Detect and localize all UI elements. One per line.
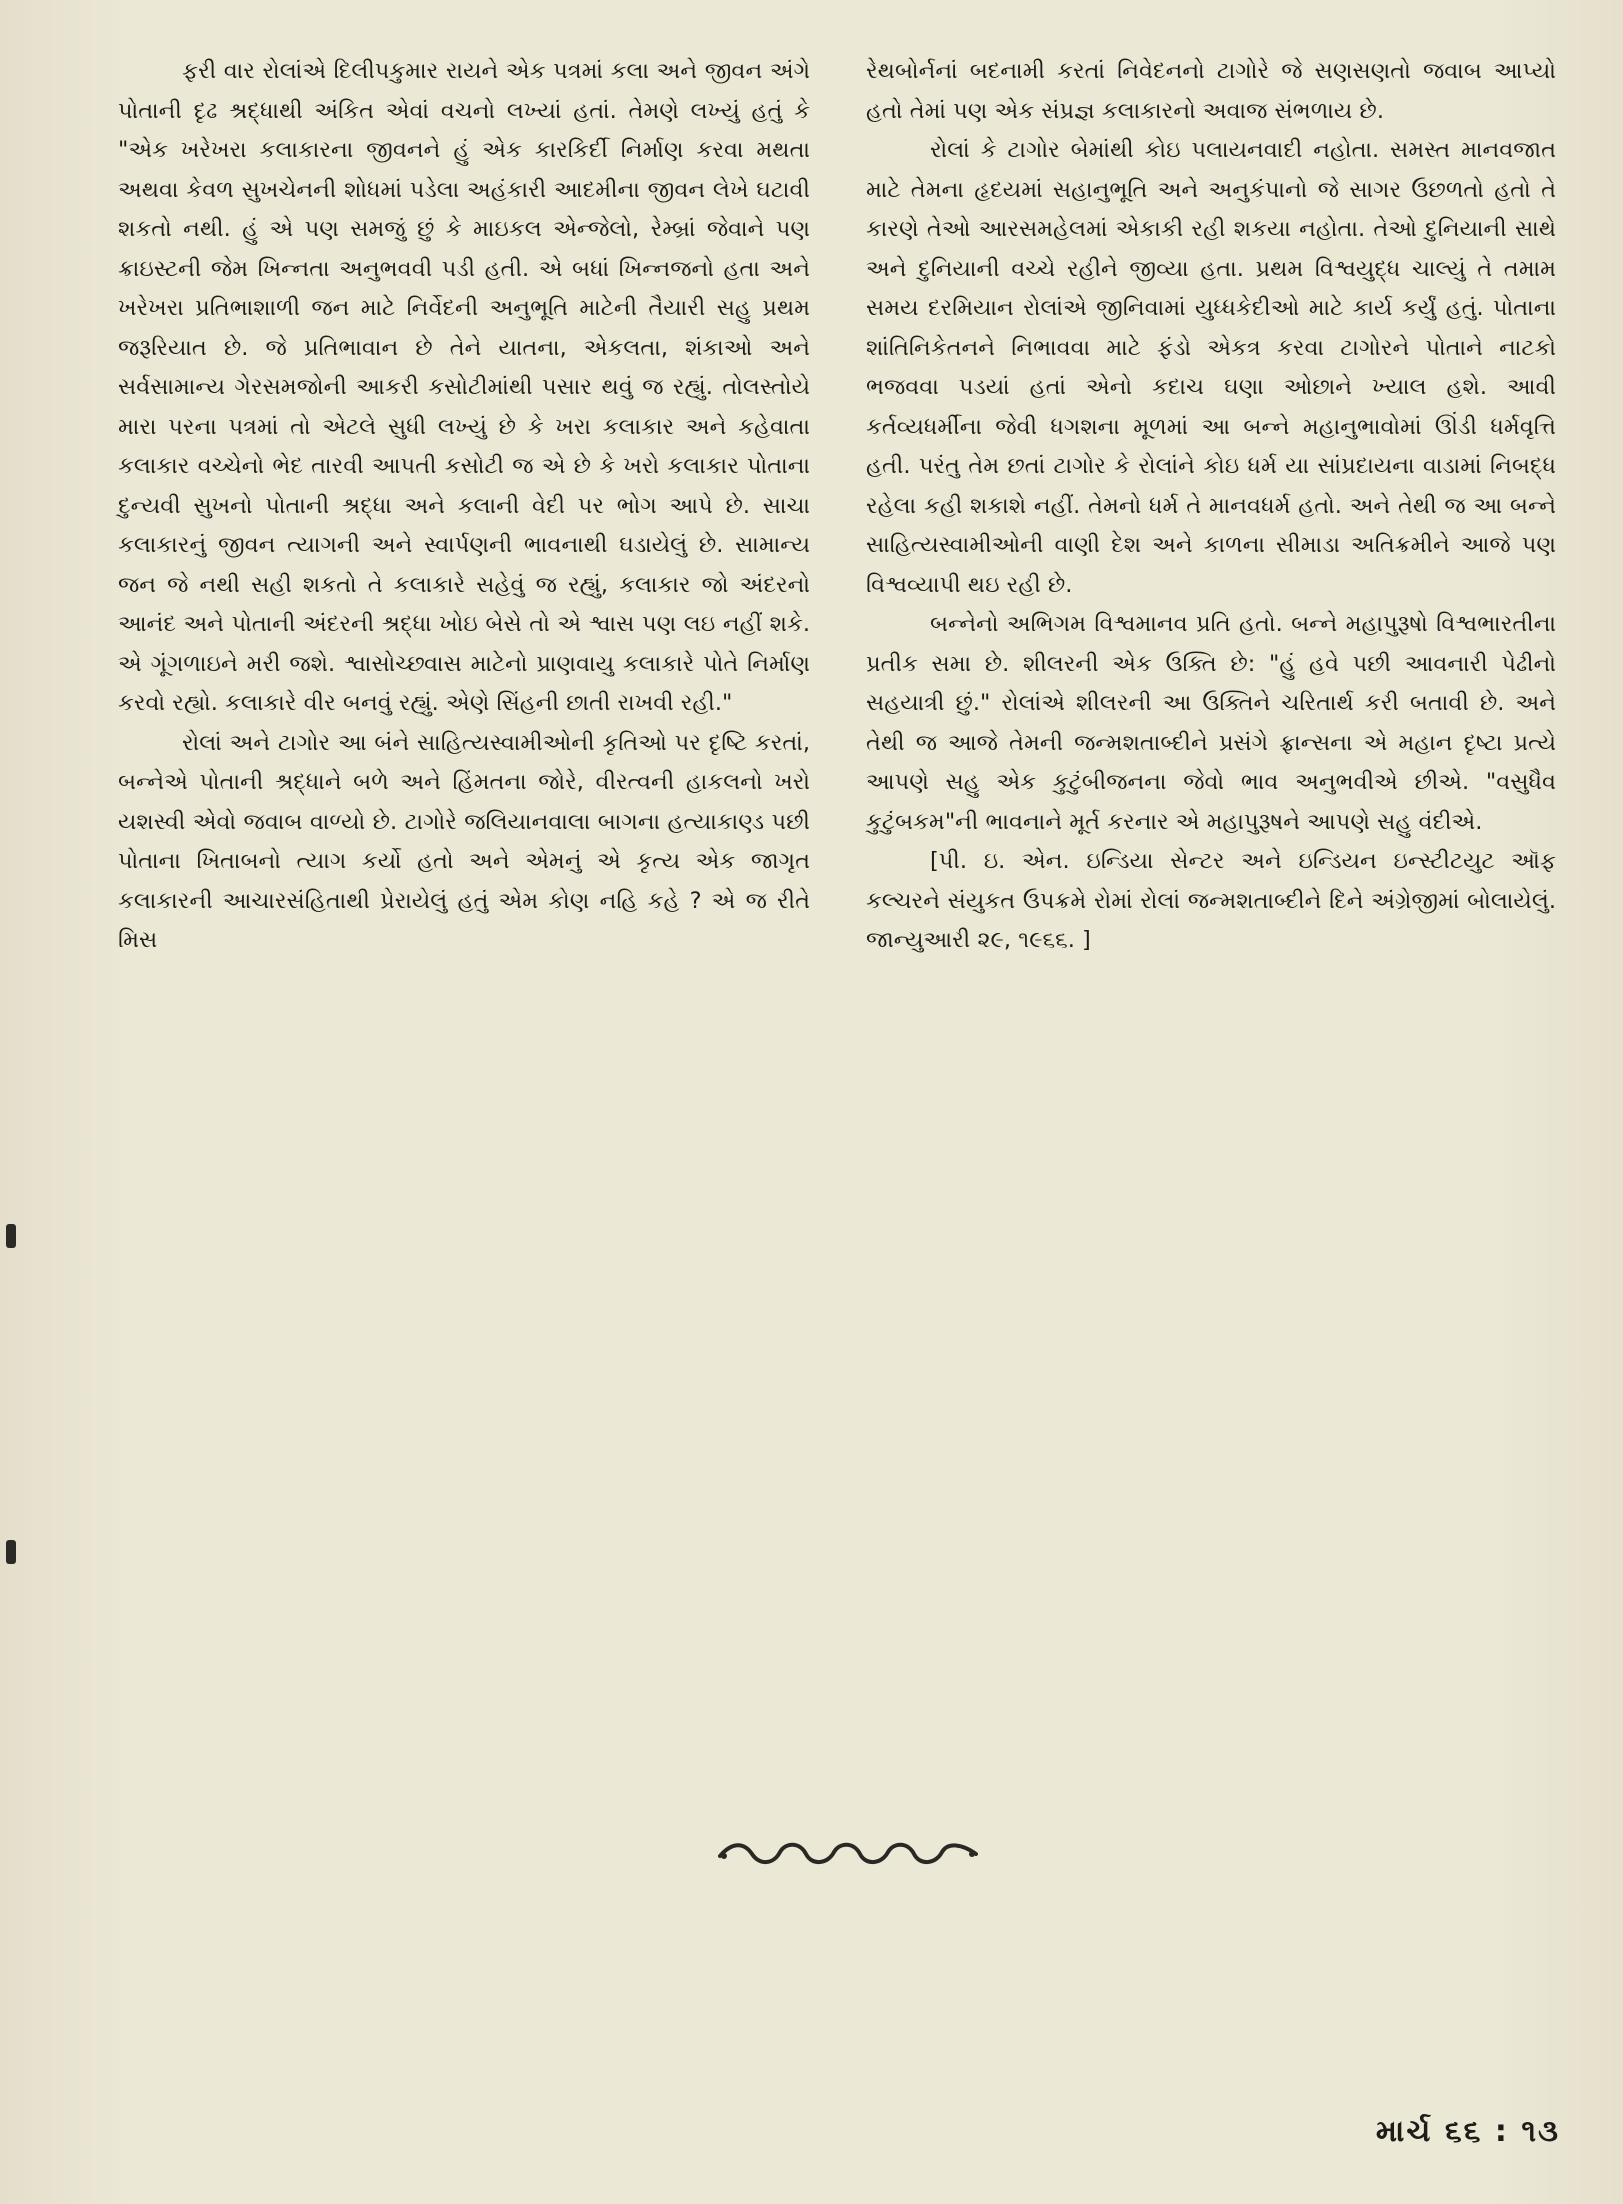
paragraph: રોલાં અને ટાગોર આ બંને સાહિત્યસ્વામીઓની કૃતિઓ પર દૃષ્ટિ કરતાં, બન્નેએ પોતાની શ્રદ્ધાને બળે અને હિંમતના જોરે, વીરત્વની હાકલનો ખરો યશસ્વી એવો જવાબ વાળ્યો છે. ટાગોરે જલિયાનવાલા બાગના હત્યાકાણ્ડ પછી પોતાના ખિતાબનો ત્યાગ કર્યો હતો અને એમનું એ કૃત્ય એક જાગૃત કલાકારની આચારસંહિતાથી પ્રેરાયેલું હતું એમ કોણ નહિ કહે ? એ જ રીતે મિસ: [118, 729, 810, 953]
punch-hole-mark: [6, 1540, 16, 1564]
wave-divider-icon: [718, 1838, 978, 1868]
paragraph: રોલાં કે ટાગોર બેમાંથી કોઇ પલાયનવાદી નહોતા. સમસ્ત માનવજાત માટે તેમના હૃદયમાં સહાનુભૂતિ અને અનુકંપાનો જે સાગર ઉછળતો હતો તે કારણે તેઓ આરસમહેલમાં એકાકી રહી શકયા નહોતા. તેઓ દુનિયાની સાથે અને દુનિયાની વચ્ચે રહીને જીવ્યા હતા. પ્રથમ વિશ્વયુદ્ધ ચાલ્યું તે તમામ સમય દરમિયાન રોલાંએ જીનિવામાં યુધ્ધકેદીઓ માટે કાર્ય કર્યું હતું. પોતાના શાંતિનિકેતનને નિભાવવા માટે ફંડો એકત્ર કરવા ટાગોરને પોતાને નાટકો ભજવવા પડયાં હતાં એનો કદાચ ઘણા ઓછાને ખ્યાલ હશે. આવી કર્તવ્યધર્મીના જેવી ધગશના મૂળમાં આ બન્ને મહાનુભાવોમાં ઊંડી ધર્મવૃત્તિ હતી. પરંતુ તેમ છતાં ટાગોર કે રોલાંને કોઇ ધર્મ યા સાંપ્રદાયના વાડામાં નિબદ્ધ રહેલા કહી શકાશે નહીં. તેમનો ધર્મ તે માનવધર્મ હતો. અને તેથી જ આ બન્ને સાહિત્યસ્વામીઓની વાણી દેશ અને કાળના સીમાડા અતિક્રમીને આજે પણ વિશ્વવ્યાપી થઇ રહી છે.: [866, 137, 1556, 598]
page-number: માર્ચ ૬૬ : ૧૩: [1375, 2114, 1560, 2149]
right-column: [866, 52, 1556, 961]
left-column: [118, 52, 810, 961]
paragraph: ફરી વાર રોલાંએ દિલીપકુમાર રાયને એક પત્રમાં કલા અને જીવન અંગે પોતાની દૃઢ શ્રદ્ધાથી અંકિત એવાં વચનો લખ્યાં હતાં. તેમણે લખ્યું હતું કે "એક ખરેખરા કલાકારના જીવનને હું એક કારકિર્દી નિર્માણ કરવા મથતા અથવા કેવળ સુખચેનની શોધમાં પડેલા અહંકારી આદમીના જીવન લેખે ઘટાવી શકતો નથી. હું એ પણ સમજું છું કે માઇકલ એન્જેલો, રેમ્બ્રાં જેવાને પણ ક્રાઇસ્ટની જેમ ખિન્નતા અનુભવવી પડી હતી. એ બધાં ખિન્નજનો હતા અને ખરેખરા પ્રતિભાશાળી જન માટે નિર્વેદની અનુભૂતિ માટેની તૈયારી સહુ પ્રથમ જરૂરિયાત છે. જે પ્રતિભાવાન છે તેને યાતના, એકલતા, શંકાઓ અને સર્વસામાન્ય ગેરસમજોની આકરી કસોટીમાંથી પસાર થવું જ રહ્યું. તોલસ્તોયે મારા પરના પત્રમાં તો એટલે સુધી લખ્યું છે કે ખરા કલાકાર અને કહેવાતા કલાકાર વચ્ચેનો ભેદ તારવી આપતી કસોટી જ એ છે કે ખરો કલાકાર પોતાના દુન્યવી સુખનો પોતાની શ્રદ્ધા અને કલાની વેદી પર ભોગ આપે છે. સાચા કલાકારનું જીવન ત્યાગની અને સ્વાર્પણની ભાવનાથી ઘડાયેલું છે. સામાન્ય જન જે નથી સહી શકતો તે કલાકારે સહેવું જ રહ્યું, કલાકાર જો અંદરનો આનંદ અને પોતાની અંદરની શ્રદ્ધા ખોઇ બેસે તો એ શ્વાસ પણ લઇ નહીં શકે. એ ગૂંગળાઇને મરી જશે. શ્વાસોચ્છ્વાસ માટેનો પ્રાણવાયુ કલાકારે પોતે નિર્માણ કરવો રહ્યો. કલાકારે વીર બનવું રહ્યું. એણે સિંહની છાતી રાખવી રહી.": [118, 58, 810, 716]
closing-note: [પી. ઇ. એન. ઇન્ડિયા સેન્ટર અને ઇન્ડિયન ઇન્સ્ટીટયુટ ઑફ કલ્ચરને સંયુકત ઉપક્રમે રોમાં રોલાં જન્મશતાબ્દીને દિને અંગ્રેજીમાં બોલાયેલું. જાન્યુઆરી ૨૯, ૧૯૬૬. ]: [866, 848, 1556, 953]
paragraph: રેથબોર્નનાં બદનામી કરતાં નિવેદનનો ટાગોરે જે સણસણતો જવાબ આપ્યો હતો તેમાં પણ એક સંપ્રજ્ઞ કલાકારનો અવાજ સંભળાય છે.: [866, 58, 1556, 124]
punch-hole-mark: [6, 1224, 16, 1248]
paragraph: બન્નેનો અભિગમ વિશ્વમાનવ પ્રતિ હતો. બન્ને મહાપુરૂષો વિશ્વભારતીના પ્રતીક સમા છે. શીલરની એક ઉક્તિ છે: "હું હવે પછી આવનારી પેઢીનો સહયાત્રી છું." રોલાંએ શીલરની આ ઉક્તિને ચરિતાર્થ કરી બતાવી છે. અને તેથી જ આજે તેમની જન્મશતાબ્દીને પ્રસંગે ફ્રાન્સના એ મહાન દૃષ્ટા પ્રત્યે આપણે સહુ એક કુટુંબીજનના જેવો ભાવ અનુભવીએ છીએ. "વસુધૈવ કુટુંબકમ"ની ભાવનાને મૂર્ત કરનાર એ મહાપુરૂષને આપણે સહુ વંદીએ.: [866, 611, 1556, 835]
